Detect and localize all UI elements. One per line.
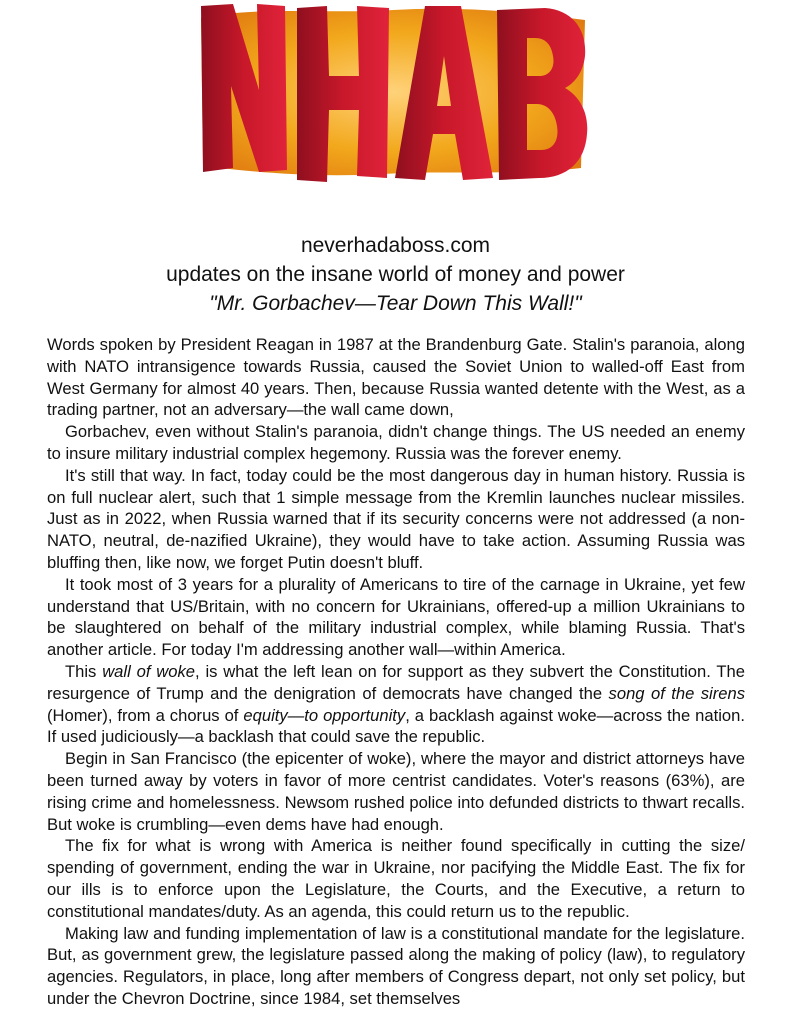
paragraph-5-part: This (65, 661, 103, 681)
song-of-the-sirens-emphasis: song of the sirens (608, 683, 746, 703)
paragraph-2: Gorbachev, even without Stalin's paranoia, didn't change things. The US needed an enemy to insure military industrial complex hegemony. Russia was the forever enemy. (47, 422, 745, 463)
article-body (47, 334, 745, 1010)
site-name: neverhadaboss.com (300, 234, 491, 257)
paragraph-5 (47, 661, 745, 748)
nhab-logo (193, 0, 593, 186)
paragraph-7: The fix for what is wrong with America is neither found specifically in cutting the size/​spending of government, ending the war in Ukraine, nor pacifying the Middle East. The fix for our ills is to enforce upon the Legislature, the Courts, and the Executive, a return to constitutional mandates/duty. As an agenda, this could return us to the republic. (47, 836, 745, 921)
paragraph-5-part: , a backlash against woke—across the nation. If used judiciously—a backlash that could save the republic. (47, 705, 745, 747)
paragraph-1: Words spoken by President Reagan in 1987 at the Brandenburg Gate. Stalin's paranoia, along with NATO intransigence towards Russia, caused the Soviet Union to walled-off East from West Germany for almost 40 years. Then, because Russia wanted detente with the West, as a trading partner, not an adversary—the wall came down, (47, 335, 745, 420)
paragraph-6: Begin in San Francisco (the epicenter of woke), where the mayor and district attorneys have been turned away by voters in favor of more centrist candidates. Voter's reasons (63%), are rising crime and homelessness. Newsom rushed police into defunded districts to thwart recalls. But woke is crumbling—even dems have had enough. (47, 749, 745, 834)
paragraph-5-part: , is what the left lean on for support as they subvert the Constitution. The resurgence of Trump and the denigration of democrats have changed the (47, 661, 745, 703)
wall-of-woke-emphasis: wall of woke (102, 661, 196, 681)
site-tagline: updates on the insane world of money and power (166, 263, 625, 286)
paragraph-5-part: (Homer), from a chorus of (47, 705, 244, 725)
paragraph-3: It's still that way. In fact, today could be the most dangerous day in human history. Russia is on full nuclear alert, such that 1 simple message from the Kremlin launches nuclear missiles. Just as in 2022, when Russia warned that if its security concerns were not addressed (a non-NATO, neutral, de-nazified Ukraine), they would have to take action. Assuming Russia was bluffing then, like now, we forget Putin doesn't bluff. (47, 465, 745, 572)
paragraph-8: Making law and funding implementation of law is a constitutional mandate for the legislature. But, as government grew, the legislature passed along the making of policy (law), to regulatory agencies. Regulators, in place, long after members of Congress depart, not only set policy, but under the Chevron Doctrine, since 1984, set themselves (47, 923, 745, 1008)
paragraph-4: It took most of 3 years for a plurality of Americans to tire of the carnage in Ukraine, yet few understand that US/Britain, with no concern for Ukrainians, offered-up a million Ukrainians to be slaughtered on behalf of the military industrial complex, while blaming Russia. That's another article. For today I'm addressing another wall—within America. (47, 574, 745, 660)
equity-to-opportunity-emphasis: equity—to opportunity (243, 705, 406, 725)
article-title: "Mr. Gorbachev—Tear Down This Wall!" (209, 292, 582, 315)
masthead (0, 231, 791, 318)
